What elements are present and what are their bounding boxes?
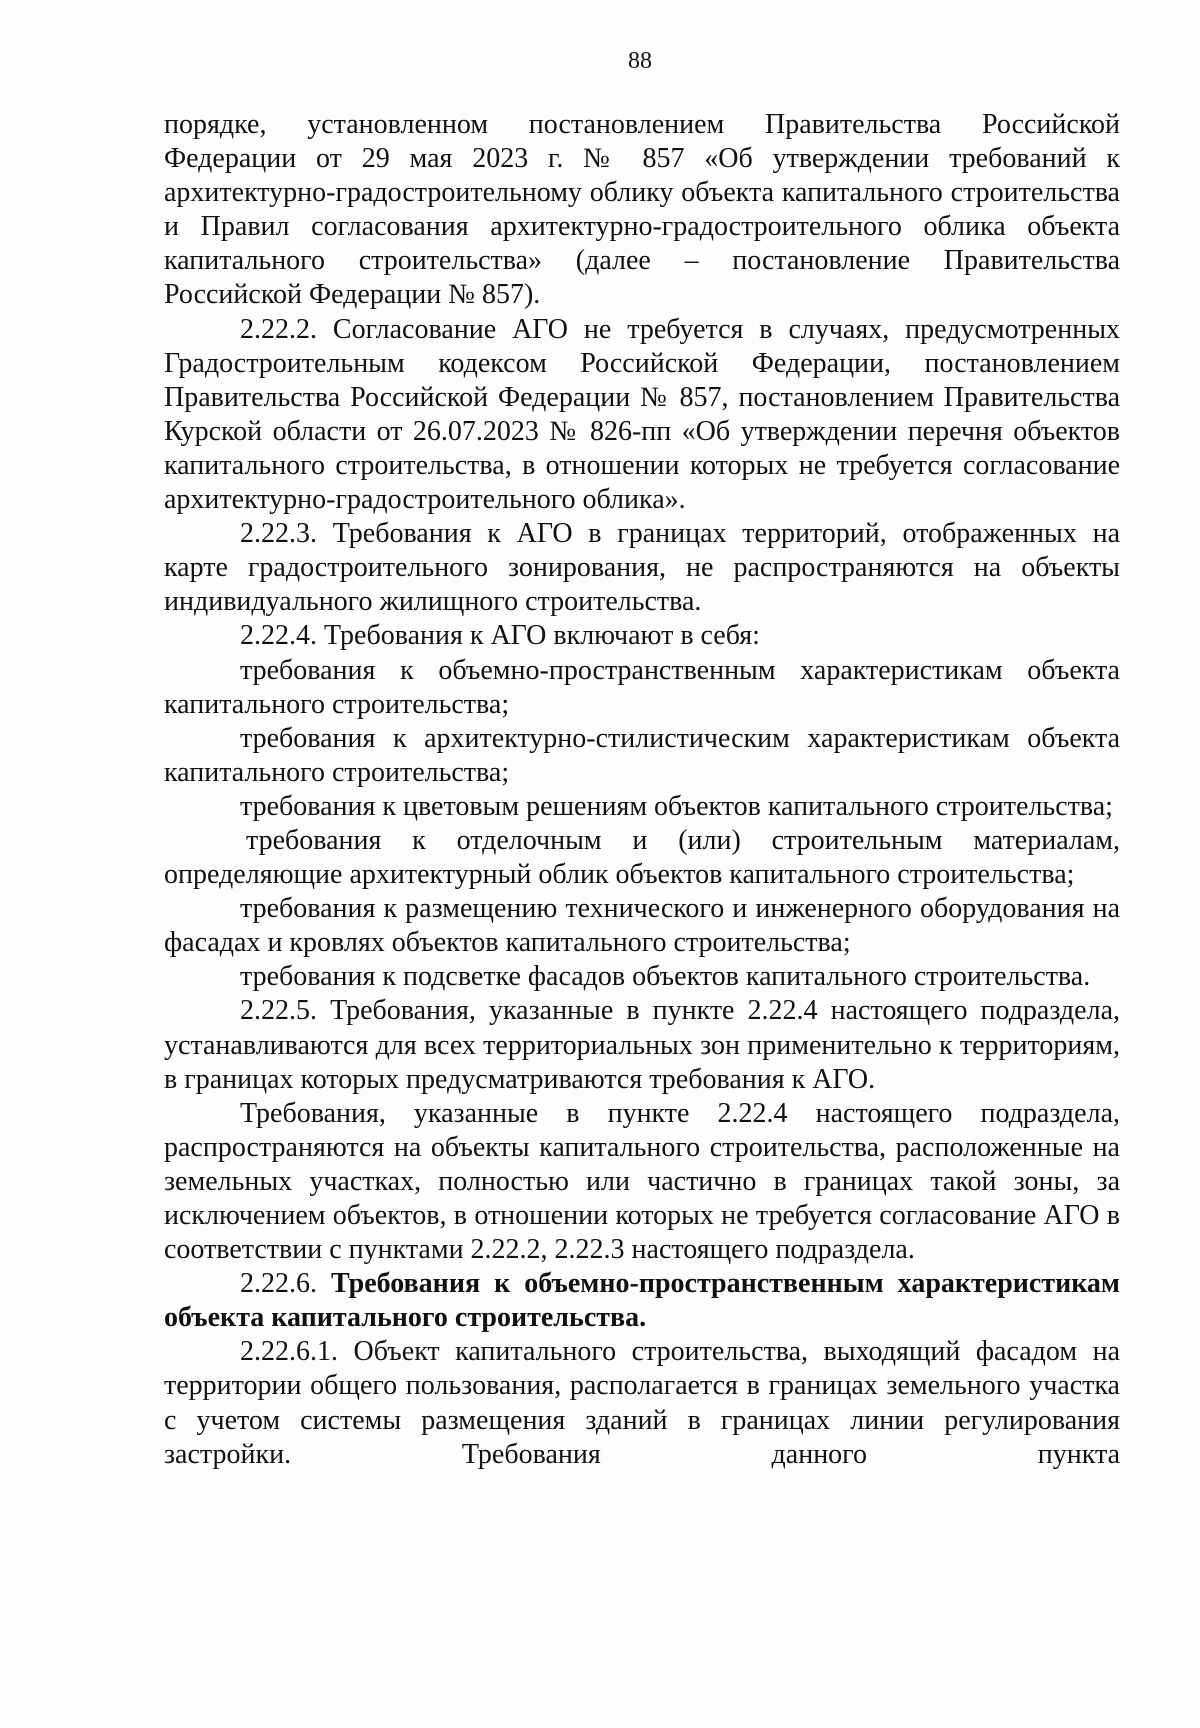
- paragraph-2-22-5-continued: Требования, указанные в пункте 2.22.4 настоящего подраздела, распространяются на объекты капитального строительства, расположенные на земельных участках, полностью или частично в границах такой зоны, за исключением объектов, в отношении которых не требуется согласование АГО в соответствии с пунктами 2.22.2, 2.22.3 настоящего подраздела.: [164, 1097, 1120, 1266]
- section-heading: Требования к объемно-пространственным характеристикам объекта капитального строительства.: [164, 1268, 1121, 1334]
- paragraph-2-22-5: 2.22.5. Требования, указанные в пункте 2.22.4 настоящего подраздела, устанавливаются для всех территориальных зон применительно к территориям, в границах которых предусматриваются требования к АГО.: [164, 995, 1120, 1095]
- list-item-color-solutions: требования к цветовым решениям объектов капитального строительства;: [240, 790, 1113, 822]
- paragraph-2-22-6-1: 2.22.6.1. Объект капитального строительства, выходящий фасадом на территории общего пользования, располагается в границах земельного участка с учетом системы размещения зданий в границах линии регулирования застройки. Требования данного пункта: [164, 1336, 1120, 1470]
- list-item-volume-spatial: требования к объемно-пространственным характеристикам объекта капитального строительства;: [164, 654, 1120, 720]
- paragraph-intro: порядке, установленном постановлением Правительства Российской Федерации от 29 мая 2023 г. № 857 «Об утверждении требований к архитектурно-градостроительному облику объекта капитального строительства и Правил согласования архитектурно-градостроительного облика объекта капитального строительства» (далее – постановление Правительства Российской Федерации № 857).: [164, 109, 1120, 311]
- paragraph-2-22-6: [164, 1267, 1120, 1335]
- list-item-equipment-placement: требования к размещению технического и инженерного оборудования на фасадах и кровлях объектов капитального строительства;: [164, 893, 1120, 959]
- list-item-finishing-materials: требования к отделочным и (или) строительным материалам, определяющие архитектурный облик объектов капитального строительства;: [164, 824, 1120, 891]
- paragraph-2-22-4: 2.22.4. Требования к АГО включают в себя:: [240, 620, 760, 652]
- paragraph-2-22-3: 2.22.3. Требования к АГО в границах территорий, отображенных на карте градостроительного зонирования, не распространяются на объекты индивидуального жилищного строительства.: [164, 518, 1120, 618]
- section-number: 2.22.6.: [240, 1268, 317, 1300]
- document-body: [164, 108, 1120, 1472]
- page-number: 88: [628, 48, 652, 74]
- list-item-architectural-stylistic: требования к архитектурно-стилистическим характеристикам объекта капитального строительства;: [164, 722, 1120, 788]
- paragraph-2-22-2: 2.22.2. Согласование АГО не требуется в случаях, предусмотренных Градостроительным кодексом Российской Федерации, постановлением Правительства Российской Федерации № 857, постановлением Правительства Курской области от 26.07.2023 № 826-пп «Об утверждении перечня объектов капитального строительства, в отношении которых не требуется согласование архитектурно-градостроительного облика».: [164, 313, 1120, 516]
- list-item-facade-lighting: требования к подсветке фасадов объектов капитального строительства.: [240, 961, 1091, 993]
